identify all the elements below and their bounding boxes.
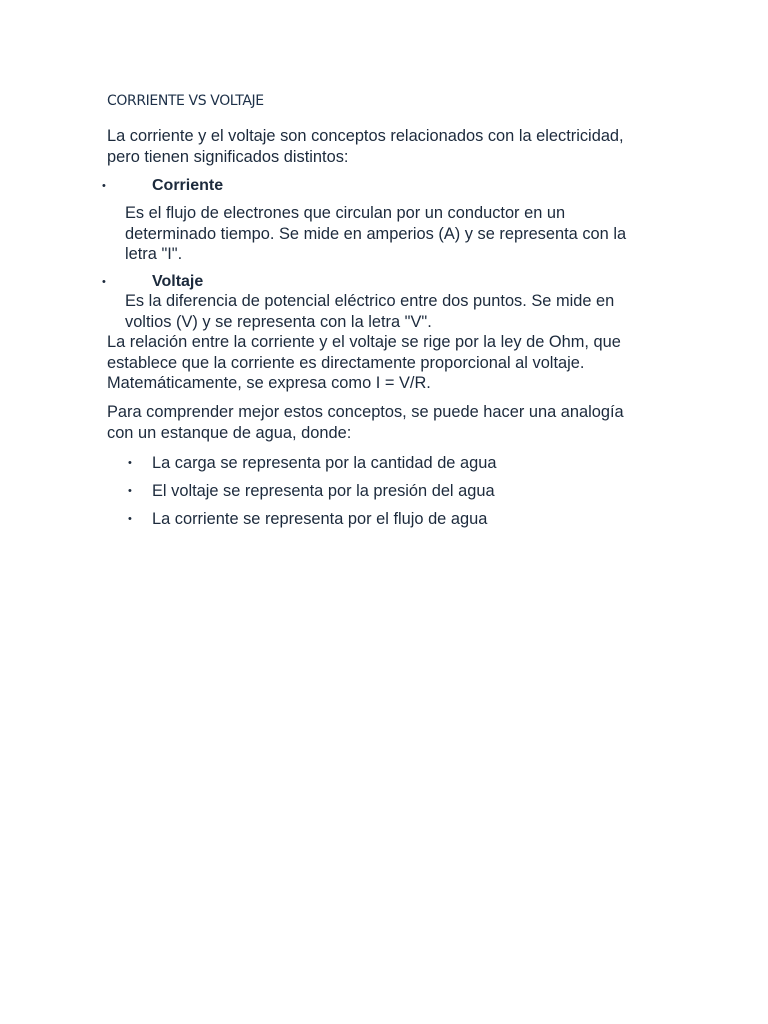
heading-voltaje: Voltaje bbox=[152, 273, 204, 290]
bullet-corriente: • bbox=[102, 180, 106, 192]
ohm-law-paragraph: La relación entre la corriente y el voltaje se rige por la ley de Ohm, que establece que la corriente es directamente proporcional al voltaje. Matemáticamente, se expresa como I = V/R. bbox=[107, 333, 621, 392]
list-item-text: El voltaje se representa por la presión del agua bbox=[152, 482, 495, 500]
bullet-voltaje: • bbox=[102, 276, 106, 288]
list-item-text: La corriente se representa por el flujo de agua bbox=[152, 510, 488, 528]
corriente-description: Es el flujo de electrones que circulan por un conductor en un determinado tiempo. Se mide en amperios (A) y se representa con la letra "I". bbox=[125, 204, 627, 263]
list-item-text: La carga se representa por la cantidad de agua bbox=[152, 454, 497, 472]
document-title: CORRIENTE VS VOLTAJE bbox=[107, 93, 264, 109]
voltaje-description: Es la diferencia de potencial eléctrico entre dos puntos. Se mide en voltios (V) y se representa con la letra "V". bbox=[125, 292, 615, 331]
bullet-icon: • bbox=[128, 513, 132, 525]
intro-paragraph: La corriente y el voltaje son conceptos relacionados con la electricidad, pero tienen significados distintos: bbox=[107, 127, 624, 166]
bullet-icon: • bbox=[128, 485, 132, 497]
bullet-icon: • bbox=[128, 457, 132, 469]
heading-corriente: Corriente bbox=[152, 177, 224, 194]
analogy-paragraph: Para comprender mejor estos conceptos, se puede hacer una analogía con un estanque de agua, donde: bbox=[107, 403, 624, 442]
